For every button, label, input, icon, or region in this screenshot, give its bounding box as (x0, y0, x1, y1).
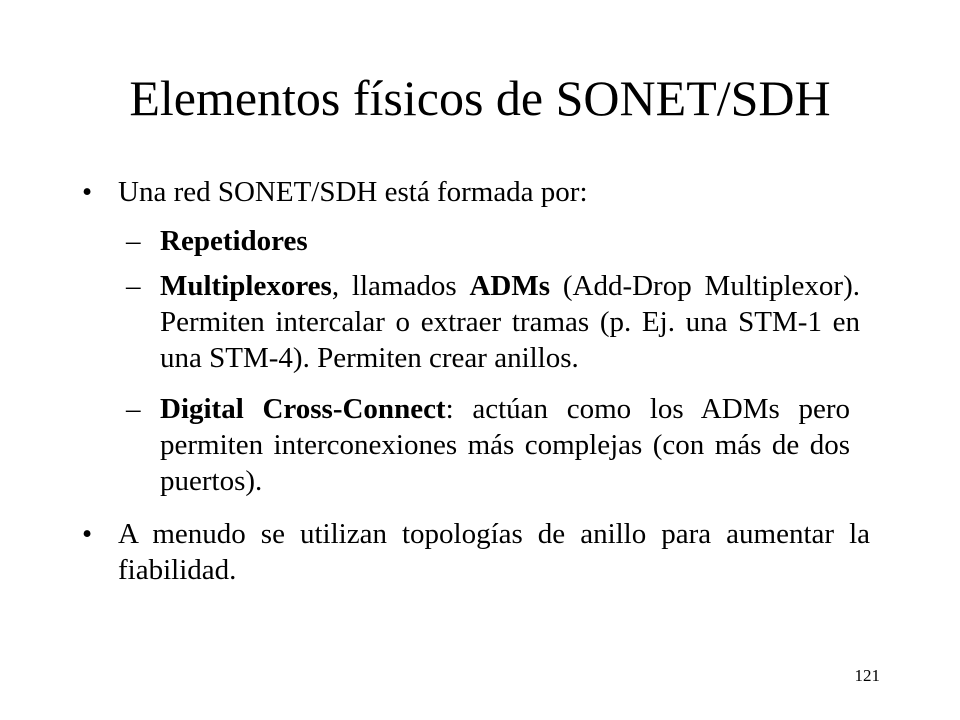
sub-item-bold: Multiplexores (160, 270, 332, 302)
sub-item-text-part: (Add-Drop Multiplexor). Permiten intercalar o extraer tramas (p. Ej. una STM-1 en una STM-4). Permiten crear anillos. (160, 270, 860, 374)
bullet-text: A menudo se utilizan topologías de anillo para aumentar la fiabilidad. (118, 518, 870, 586)
bullet-marker: • (82, 176, 93, 208)
bullet-marker: • (82, 518, 93, 550)
sub-item-text (160, 391, 850, 499)
sub-item-bold: Repetidores (160, 225, 308, 257)
sub-item-text-part: , llamados (331, 270, 470, 302)
sub-item-text-part: : actúan como los ADMs pero permiten interconexiones más complejas (con más de dos puertos). (160, 393, 850, 497)
sub-item-marker: – (126, 270, 141, 302)
sub-item-marker: – (126, 393, 141, 425)
sub-item-bold: ADMs (469, 270, 551, 302)
sub-item-bold: Digital Cross-Connect (160, 393, 446, 425)
sub-item-text (160, 268, 860, 376)
page-number: 121 (854, 666, 880, 685)
bullet-text: Una red SONET/SDH está formada por: (118, 176, 588, 208)
sub-item-text (160, 223, 880, 259)
slide-title: Elementos físicos de SONET/SDH (129, 70, 831, 126)
sub-item-marker: – (126, 225, 141, 257)
